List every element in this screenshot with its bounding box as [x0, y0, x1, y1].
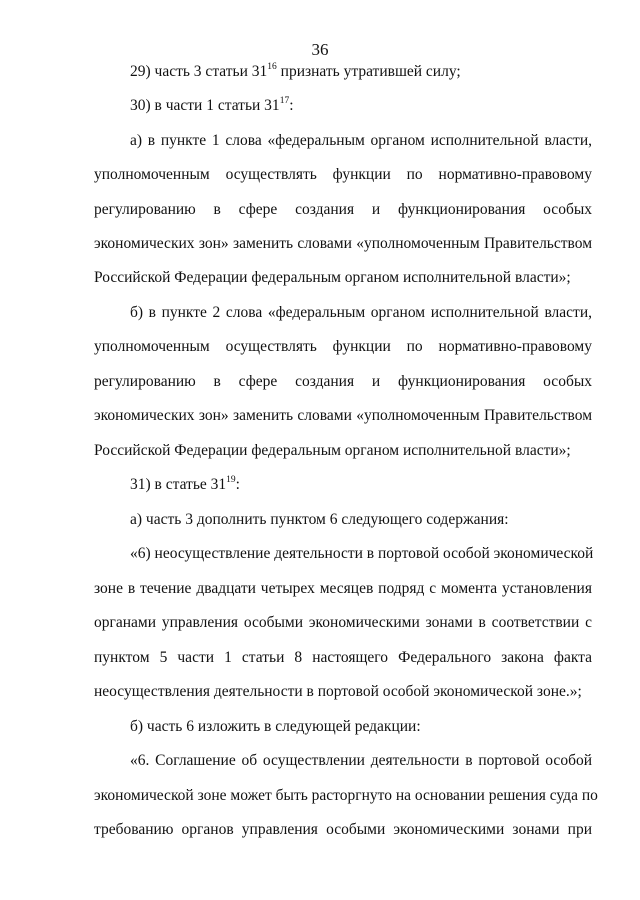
- paragraph-31b-quote-line: требованию органов управления особыми экономическими зонами при: [94, 821, 592, 838]
- paragraph-31: [130, 475, 592, 495]
- paragraph-30b-line: экономических зон» заменить словами «уполномоченным Правительством: [94, 407, 592, 424]
- paragraph-30b-line: б) в пункте 2 слова «федеральным органом исполнительной власти,: [130, 304, 592, 321]
- paragraph-30a-line: а) в пункте 1 слова «федеральным органом исполнительной власти,: [130, 132, 592, 149]
- paragraph-29-text-end: признать утратившей силу;: [276, 63, 461, 80]
- paragraph-31a-quote-line: «6) неосуществление деятельности в портовой особой экономической: [130, 545, 594, 562]
- paragraph-31b: б) часть 6 изложить в следующей редакции:: [130, 718, 421, 735]
- paragraph-29: [130, 62, 592, 82]
- paragraph-30a-line: регулированию в сфере создания и функционирования особых: [94, 201, 592, 218]
- paragraph-30a-line: уполномоченным осуществлять функции по нормативно-правовому: [94, 166, 592, 183]
- paragraph-31b-quote-line: «6. Соглашение об осуществлении деятельности в портовой особой: [130, 752, 592, 769]
- paragraph-31b-quote-line: экономической зоне может быть расторгнуто на основании решения суда по: [94, 787, 598, 804]
- paragraph-30b-line: регулированию в сфере создания и функционирования особых: [94, 373, 592, 390]
- paragraph-30: [130, 96, 592, 116]
- paragraph-30-text-end: :: [289, 97, 294, 114]
- paragraph-31-text-end: :: [235, 476, 240, 493]
- paragraph-31a-quote-line: пунктом 5 части 1 статьи 8 настоящего Федерального закона факта: [94, 649, 592, 666]
- paragraph-29-text: 29) часть 3 статьи 31: [130, 63, 268, 80]
- superscript-17: 17: [279, 95, 290, 106]
- paragraph-31a-quote-line: зоне в течение двадцати четырех месяцев подряд с момента установления: [94, 580, 592, 597]
- superscript-16: 16: [267, 61, 277, 72]
- paragraph-31a-quote-line: неосуществления деятельности в портовой особой экономической зоне.»;: [94, 683, 582, 700]
- page-number: 36: [311, 40, 329, 59]
- superscript-19: 19: [226, 474, 236, 485]
- paragraph-31a-quote-line: органами управления особыми экономическими зонами в соответствии с: [94, 614, 592, 631]
- paragraph-31-text: 31) в статье 31: [130, 476, 227, 493]
- paragraph-30-text: 30) в части 1 статьи 31: [130, 97, 280, 114]
- paragraph-30b-line: Российской Федерации федеральным органом исполнительной власти»;: [94, 442, 571, 459]
- paragraph-31a: а) часть 3 дополнить пунктом 6 следующего содержания:: [130, 511, 509, 528]
- paragraph-30a-line: Российской Федерации федеральным органом исполнительной власти»;: [94, 269, 571, 286]
- paragraph-30b-line: уполномоченным осуществлять функции по нормативно-правовому: [94, 338, 592, 355]
- paragraph-30a-line: экономических зон» заменить словами «уполномоченным Правительством: [94, 235, 592, 252]
